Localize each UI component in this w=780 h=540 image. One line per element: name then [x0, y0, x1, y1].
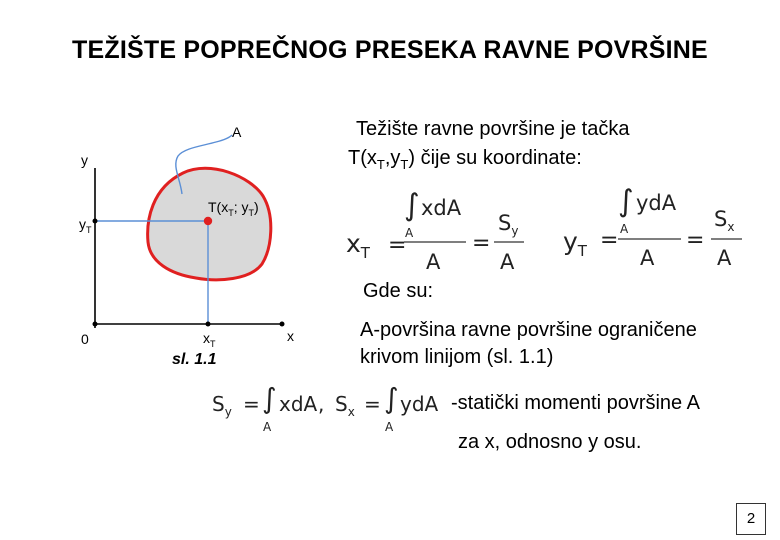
moment-sx-integral-sign: ∫ [384, 382, 399, 415]
figure-caption: sl. 1.1 [172, 351, 217, 368]
origin-point [93, 322, 98, 327]
xT-denominator: A [426, 250, 441, 274]
where-label: Gde su: [363, 280, 434, 302]
yT-integral-limit: A [620, 222, 629, 236]
xT-tick [206, 322, 211, 327]
page-title: TEŽIŠTE POPREČNOG PRESEKA RAVNE POVRŠINE [72, 36, 708, 64]
yT-ratio-numerator: $S_x$ [714, 207, 735, 235]
moment-sx-symbol: $S_x$ [335, 392, 355, 419]
moment-sy-limit: A [263, 420, 272, 434]
xT-lhs: $x_T$ [346, 229, 370, 262]
page-number: 2 [736, 503, 766, 535]
xT-integral-limit: A [405, 226, 414, 240]
yT-tick [93, 219, 98, 224]
moment-sy-integrand: xdA [279, 392, 318, 416]
xT-integral-sign: ∫ [404, 188, 420, 223]
yT-lhs: $y_T$ [563, 227, 587, 260]
area-definition-line-2: krivom linijom (sl. 1.1) [360, 346, 554, 368]
x-axis-end [280, 322, 285, 327]
area-definition-line-1: A-površina ravne površine ograničene [360, 319, 697, 341]
yT-equals-2: = [686, 228, 705, 253]
yT-label: $y_T$ [79, 216, 92, 235]
xT-equals: = [388, 233, 407, 258]
moment-sx-limit: A [385, 420, 394, 434]
moments-definition-line-1: -statički momenti površine A [451, 392, 700, 414]
origin-label: 0 [81, 331, 89, 347]
xT-ratio-denominator: A [500, 250, 515, 274]
xT-label: $x_T$ [203, 330, 216, 349]
centroid-label: $T(x_T$; $y_T$) [208, 199, 259, 218]
xT-integrand: xdA [421, 196, 462, 220]
moment-separator: , [318, 392, 325, 416]
y-axis-label: y [81, 152, 88, 168]
yT-integrand: ydA [636, 191, 677, 215]
moment-sy-integral-sign: ∫ [262, 382, 277, 415]
moment-sy-equals: = [243, 392, 260, 416]
moments-definition-line-2: za x, odnosno y osu. [458, 431, 642, 453]
xT-equals-2: = [472, 231, 491, 256]
moment-sx-equals: = [364, 392, 381, 416]
yT-integral-sign: ∫ [618, 184, 634, 219]
yT-denominator: A [640, 246, 655, 270]
moment-sy-symbol: $S_y$ [212, 392, 232, 419]
moment-sx-integrand: ydA [400, 392, 439, 416]
intro-line-1: Težište ravne površine je tačka [356, 118, 630, 140]
yT-equals: = [600, 228, 619, 253]
x-axis-label: x [287, 328, 294, 344]
area-label: A [232, 124, 242, 140]
xT-ratio-numerator: $S_y$ [498, 211, 519, 239]
centroid-point [204, 217, 212, 225]
intro-line-2: $T(x_T,y_T)$ čije su koordinate: [348, 147, 582, 172]
yT-ratio-denominator: A [717, 246, 732, 270]
